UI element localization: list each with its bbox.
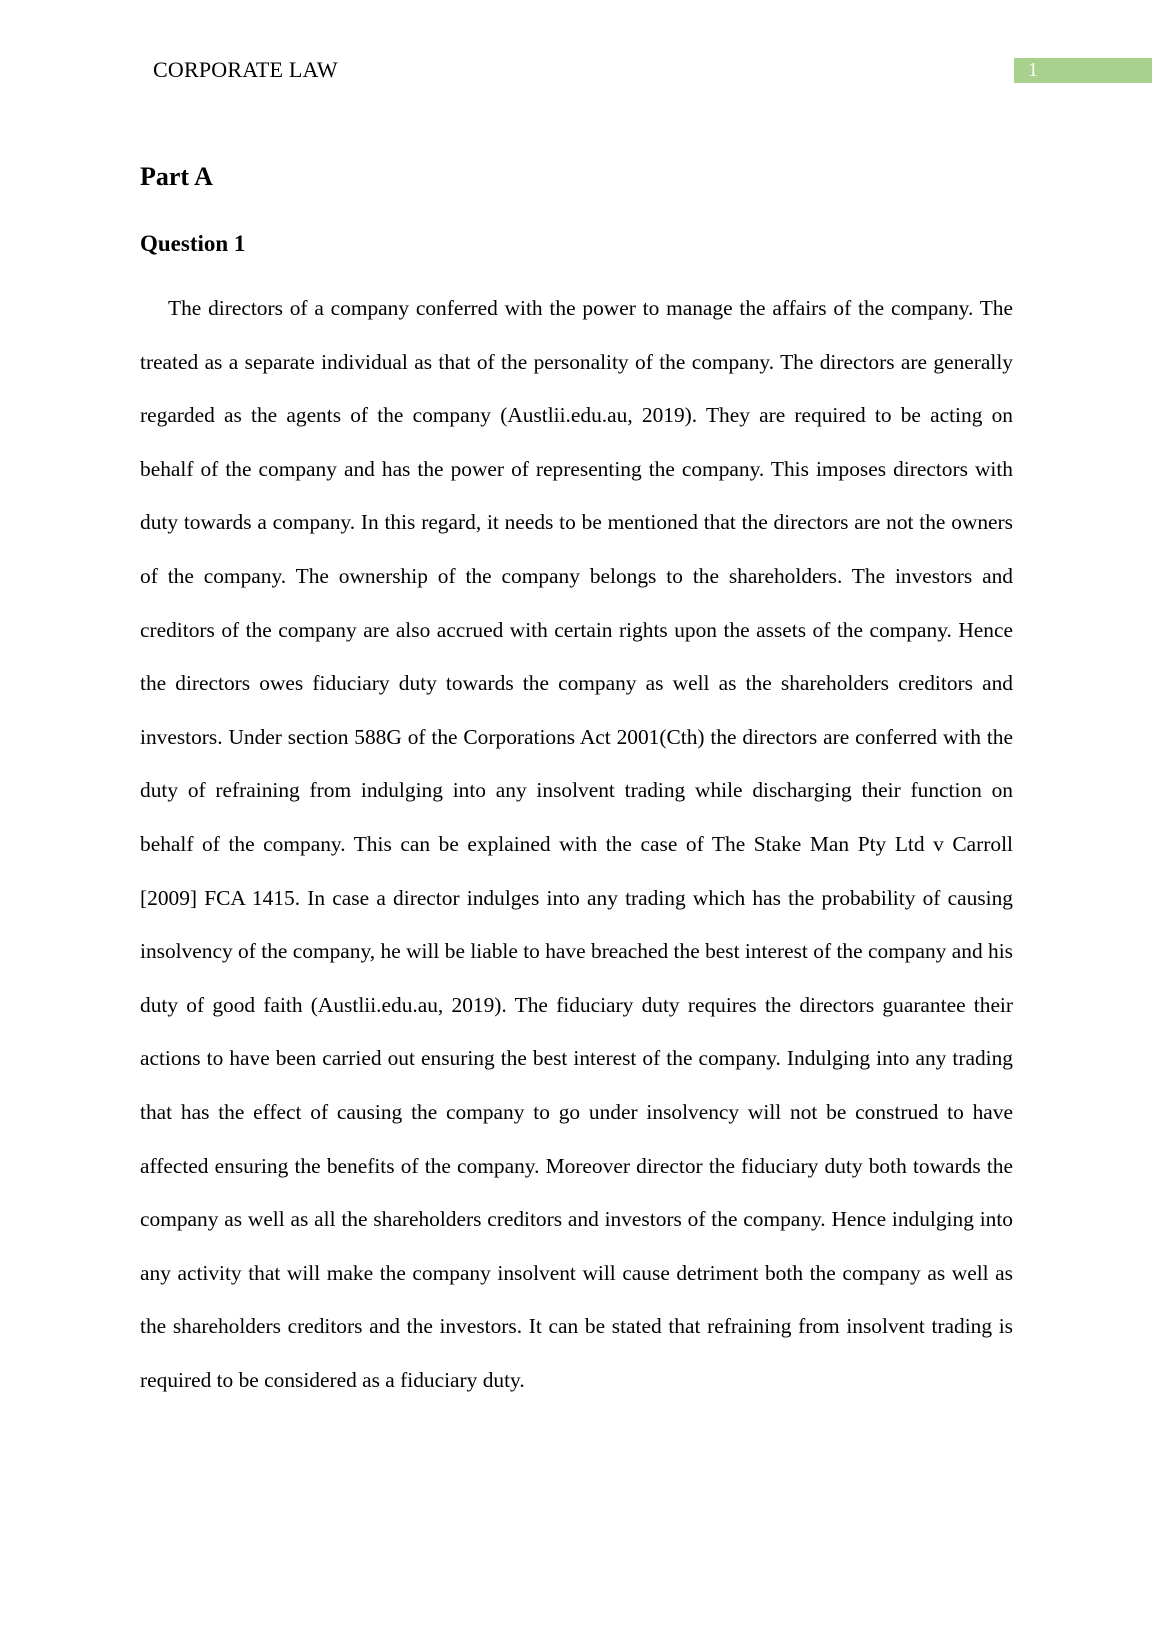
page-number: 1 — [1028, 59, 1038, 81]
body-paragraph: The directors of a company conferred with the power to manage the affairs of the company. The treated as a separate individual as that of the personality of the company. The directors are generally regarded as the agents of the company (Austlii.edu.au, 2019). They are required to be acting on behalf of the company and has the power of representing the company. This imposes directors with duty towards a company. In this regard, it needs to be mentioned that the directors are not the owners of the company. The ownership of the company belongs to the shareholders. The investors and creditors of the company are also accrued with certain rights upon the assets of the company. Hence the directors owes fiduciary duty towards the company as well as the shareholders creditors and investors. Under section 588G of the Corporations Act 2001(Cth) the directors are conferred with the duty of refraining from indulging into any insolvent trading while discharging their function on behalf of the company. This can be explained with the case of The Stake Man Pty Ltd v Carroll [2009] FCA 1415. In case a director indulges into any trading which has the probability of causing insolvency of the company, he will be liable to have breached the best interest of the company and his duty of good faith (Austlii.edu.au, 2019). The fiduciary duty requires the directors guarantee their actions to have been carried out ensuring the best interest of the company. Indulging into any trading that has the effect of causing the company to go under insolvency will not be construed to have affected ensuring the benefits of the company. Moreover director the fiduciary duty both towards the company as well as all the shareholders creditors and investors of the company. Hence indulging into any activity that will make the company insolvent will cause detriment both the company as well as the shareholders creditors and the investors. It can be stated that refraining from insolvent trading is required to be considered as a fiduciary duty. — [140, 296, 1013, 1392]
part-heading: Part A — [140, 162, 213, 191]
question-heading: Question 1 — [140, 231, 246, 256]
running-header-title: CORPORATE LAW — [153, 57, 338, 82]
page-number-box — [1014, 58, 1152, 83]
